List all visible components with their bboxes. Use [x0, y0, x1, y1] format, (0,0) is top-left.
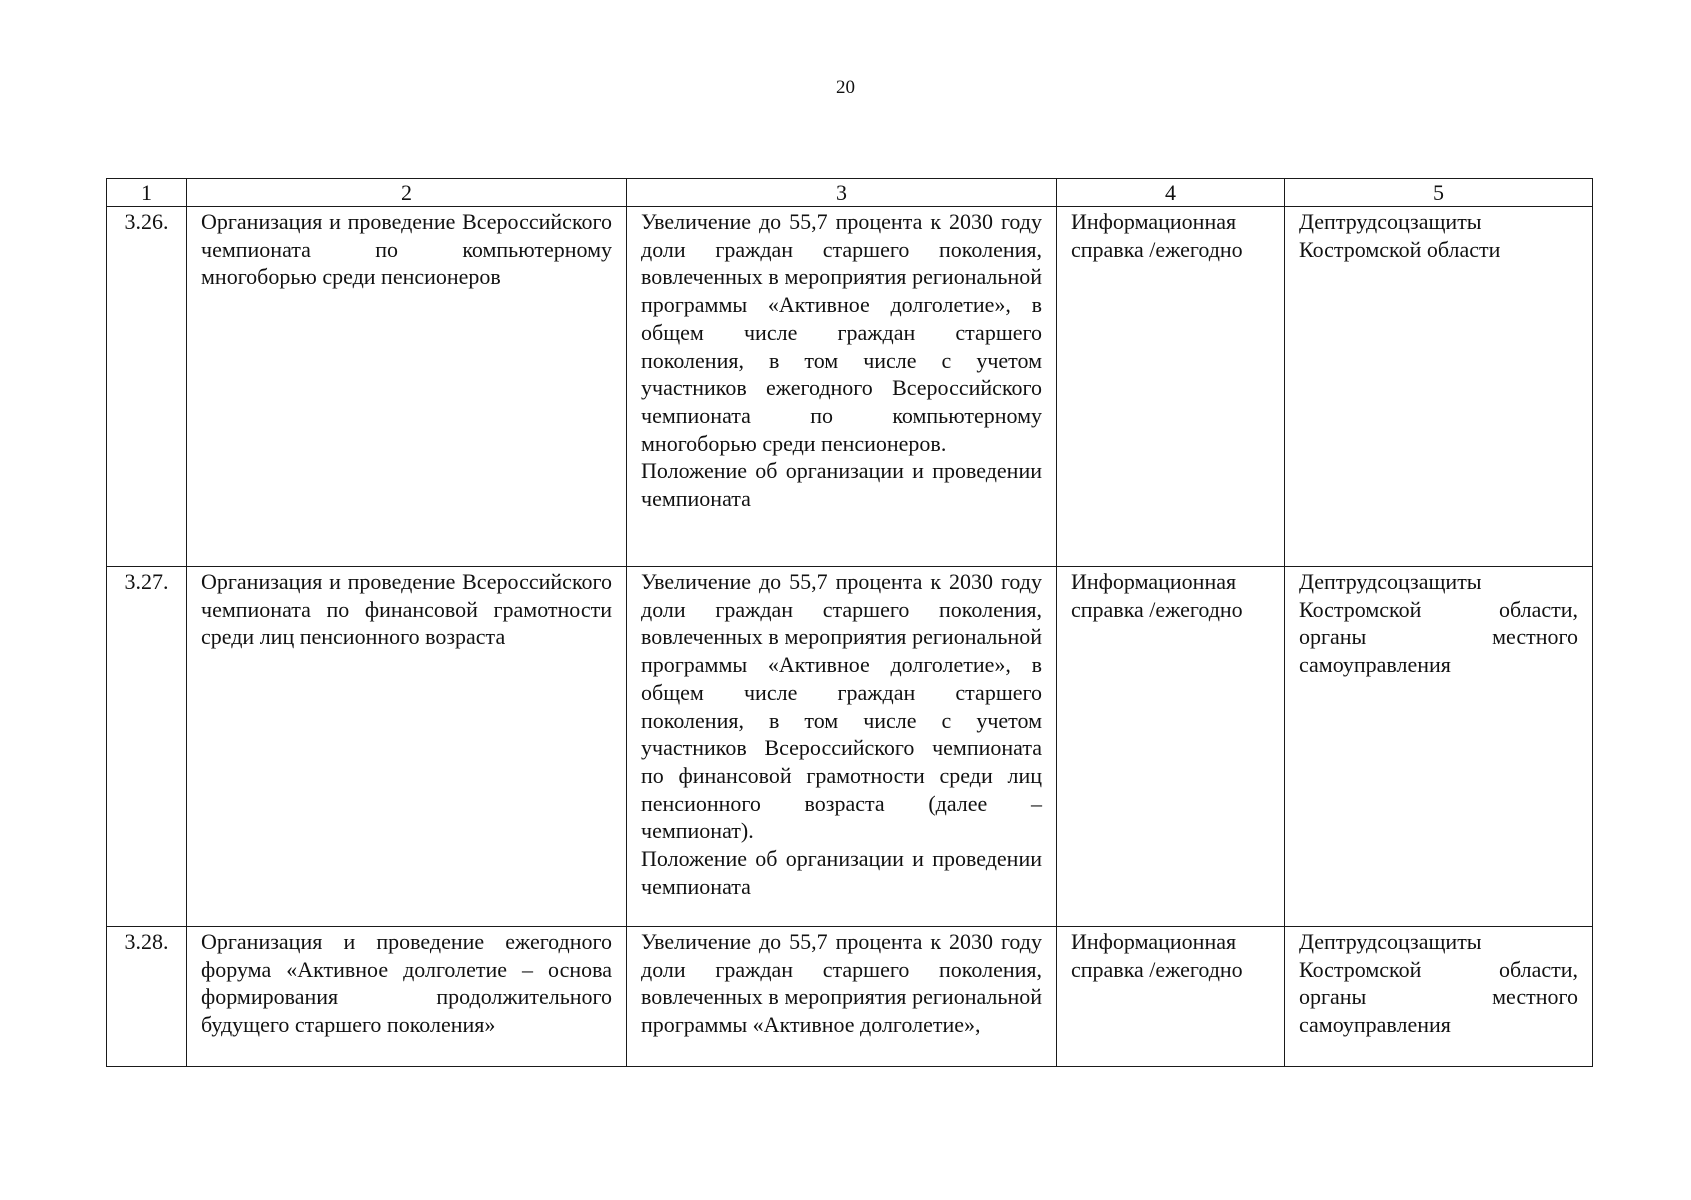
indicator-text: Увеличение до 55,7 процента к 2030 году доли граждан старшего поколения, вовлеченных в мероприятия региональной программы «Активное долголетие», — [641, 929, 1042, 1038]
event-cell: Организация и проведение ежегодного форума «Активное долголетие – основа формирования продолжительного будущего старшего поколения» — [187, 927, 627, 1067]
row-number: 3.26. — [107, 207, 187, 567]
table-row — [107, 567, 1593, 927]
column-header-4: 4 — [1057, 179, 1285, 207]
indicator-text: Увеличение до 55,7 процента к 2030 году доли граждан старшего поколения, вовлеченных в мероприятия региональной программы «Активное долголетие», в общем числе граждан старшего поколения, в том числе с учетом участников ежегодного Всероссийского чемпионата по компьютерному многоборью среди пенсионеров. — [641, 209, 1042, 456]
table-row — [107, 207, 1593, 567]
table-header-row — [107, 179, 1593, 207]
indicator-text: Увеличение до 55,7 процента к 2030 году доли граждан старшего поколения, вовлеченных в мероприятия региональной программы «Активное долголетие», в общем числе граждан старшего поколения, в том числе с учетом участников Всероссийского чемпионата по финансовой грамотности среди лиц пенсионного возраста (далее – чемпионат). — [641, 569, 1042, 844]
row-number: 3.27. — [107, 567, 187, 927]
table-row — [107, 927, 1593, 1067]
indicator-cell — [627, 567, 1057, 927]
column-header-5: 5 — [1285, 179, 1593, 207]
page-number: 20 — [836, 77, 855, 98]
row-number: 3.28. — [107, 927, 187, 1067]
responsible-cell: Дептрудсоцзащиты Костромской области — [1285, 207, 1593, 567]
measures-table — [106, 178, 1593, 1067]
report-cell: Информационная справка /ежегодно — [1057, 207, 1285, 567]
column-header-2: 2 — [187, 179, 627, 207]
indicator-cell — [627, 927, 1057, 1067]
report-cell: Информационная справка /ежегодно — [1057, 567, 1285, 927]
event-cell: Организация и проведение Всероссийского чемпионата по финансовой грамотности среди лиц пенсионного возраста — [187, 567, 627, 927]
responsible-cell: Дептрудсоцзащиты Костромской области, органы местного самоуправления — [1285, 567, 1593, 927]
document-text: Положение об организации и проведении чемпионата — [641, 846, 1042, 899]
report-cell: Информационная справка /ежегодно — [1057, 927, 1285, 1067]
indicator-cell — [627, 207, 1057, 567]
event-cell: Организация и проведение Всероссийского чемпионата по компьютерному многоборью среди пенсионеров — [187, 207, 627, 567]
column-header-1: 1 — [107, 179, 187, 207]
document-text: Положение об организации и проведении чемпионата — [641, 458, 1042, 512]
responsible-cell: Дептрудсоцзащиты Костромской области, органы местного самоуправления — [1285, 927, 1593, 1067]
column-header-3: 3 — [627, 179, 1057, 207]
